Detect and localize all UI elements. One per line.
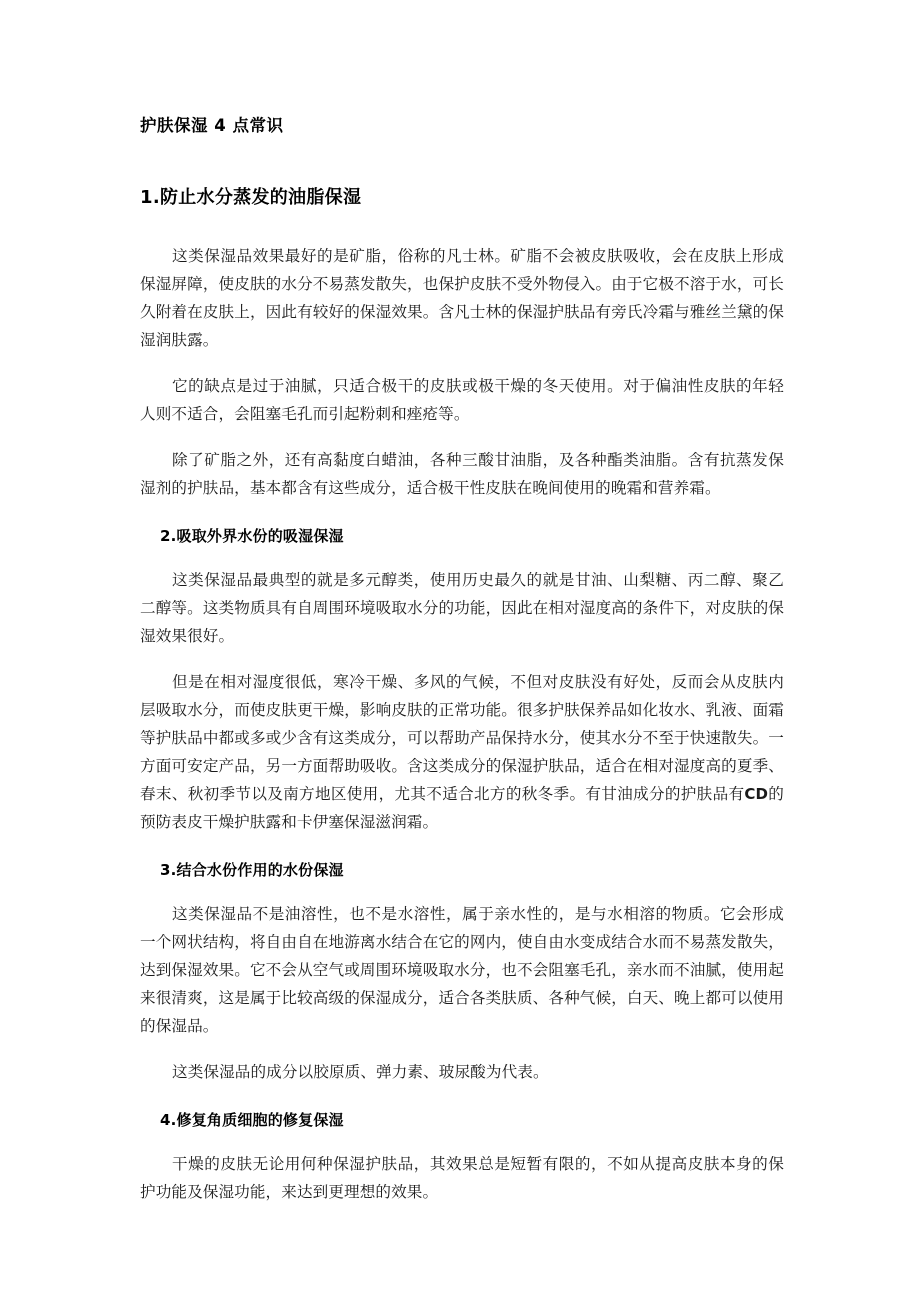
paragraph: 除了矿脂之外，还有高黏度白蜡油，各种三酸甘油脂，及各种酯类油脂。含有抗蒸发保湿剂的护肤品，基本都含有这些成分，适合极干性皮肤在晚间使用的晚霜和营养霜。 [140, 451, 784, 497]
paragraph: 它的缺点是过于油腻，只适合极干的皮肤或极干燥的冬天使用。对于偏油性皮肤的年轻人则不适合，会阻塞毛孔而引起粉刺和痤疮等。 [140, 377, 784, 423]
page-title: 护肤保湿 4 点常识 [140, 116, 284, 135]
paragraph-with-brand [140, 668, 784, 836]
paragraph: 这类保湿品的成分以胶原质、弹力素、玻尿酸为代表。 [172, 1063, 549, 1081]
paragraph: 这类保湿品最典型的就是多元醇类，使用历史最久的就是甘油、山梨糖、丙二醇、聚乙二醇等。这类物质具有自周围环境吸取水分的功能，因此在相对湿度高的条件下，对皮肤的保湿效果很好。 [140, 571, 784, 645]
paragraph: 干燥的皮肤无论用何种保湿护肤品，其效果总是短暂有限的，不如从提高皮肤本身的保护功能及保湿功能，来达到更理想的效果。 [140, 1155, 784, 1201]
brand-name-cd: CD [744, 785, 769, 803]
paragraph-text-after: 的预防表皮干燥护肤露和卡伊塞保湿滋润霜。 [140, 785, 784, 831]
section-heading-1: 1.防止水分蒸发的油脂保湿 [140, 187, 362, 208]
paragraph: 这类保湿品效果最好的是矿脂，俗称的凡士林。矿脂不会被皮肤吸收，会在皮肤上形成保湿屏障，使皮肤的水分不易蒸发散失，也保护皮肤不受外物侵入。由于它极不溶于水，可长久附着在皮肤上，因此有较好的保湿效果。含凡士林的保湿护肤品有旁氏冷霜与雅丝兰黛的保湿润肤露。 [140, 247, 784, 349]
document-body [140, 112, 784, 1206]
section-heading-2: 2.吸取外界水份的吸湿保湿 [160, 527, 344, 545]
paragraph: 这类保湿品不是油溶性，也不是水溶性，属于亲水性的，是与水相溶的物质。它会形成一个网状结构，将自由自在地游离水结合在它的网内，使自由水变成结合水而不易蒸发散失，达到保湿效果。它不会从空气或周围环境吸取水分，也不会阻塞毛孔，亲水而不油腻，使用起来很清爽，这是属于比较高级的保湿成分，适合各类肤质、各种气候，白天、晚上都可以使用的保湿品。 [140, 905, 784, 1035]
section-heading-3: 3.结合水份作用的水份保湿 [160, 861, 344, 879]
section-heading-4: 4.修复角质细胞的修复保湿 [160, 1111, 344, 1129]
paragraph-text-before: 但是在相对湿度很低，寒冷干燥、多风的气候，不但对皮肤没有好处，反而会从皮肤内层吸取水分，而使皮肤更干燥，影响皮肤的正常功能。很多护肤保养品如化妆水、乳液、面霜等护肤品中都或多或少含有这类成分，可以帮助产品保持水分，使其水分不至于快速散失。一方面可安定产品，另一方面帮助吸收。含这类成分的保湿护肤品，适合在相对湿度高的夏季、春末、秋初季节以及南方地区使用，尤其不适合北方的秋冬季。有甘油成分的护肤品有 [140, 673, 784, 803]
